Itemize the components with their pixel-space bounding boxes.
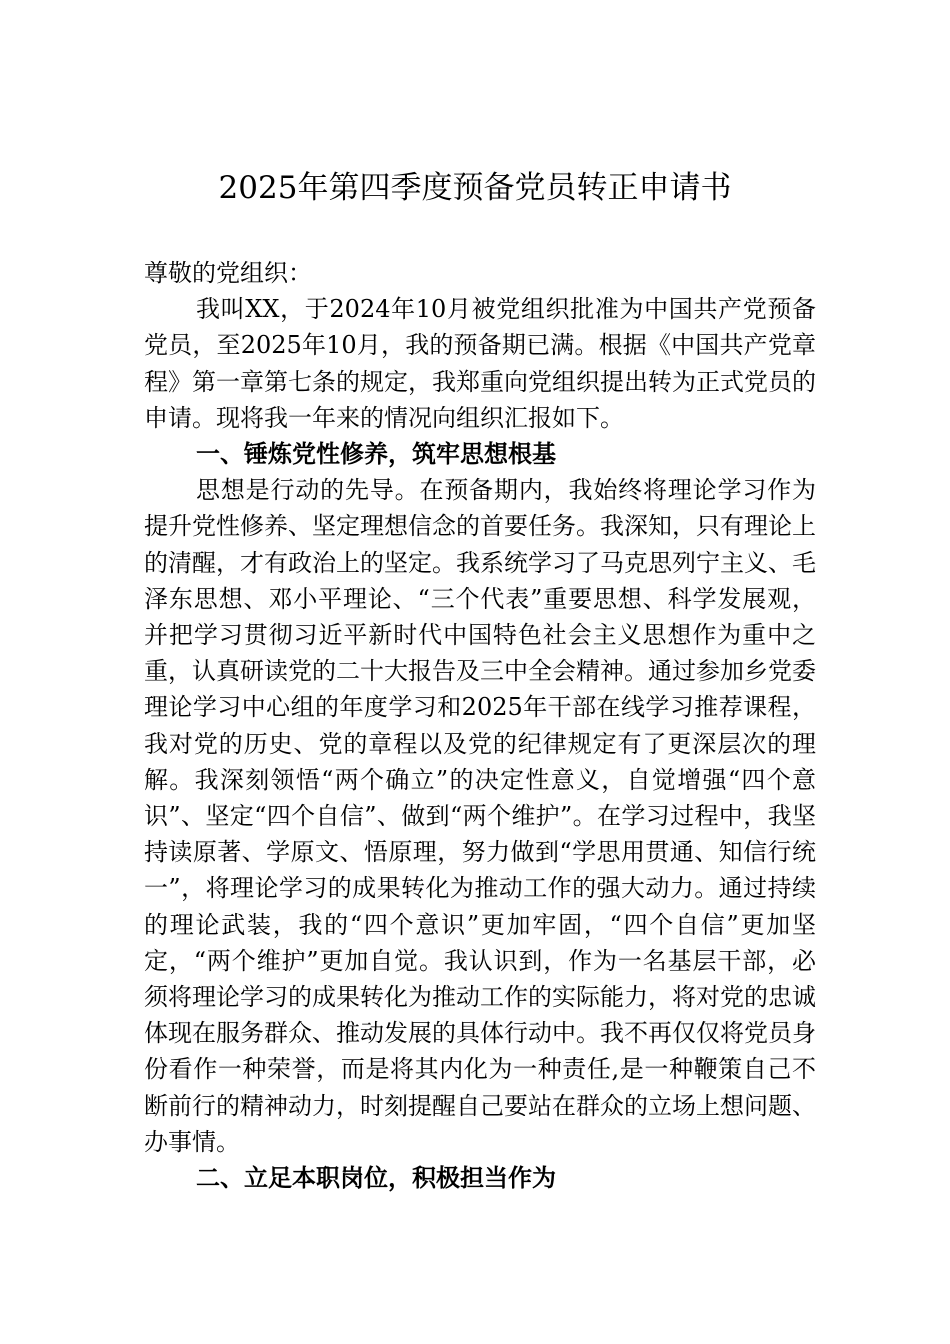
section-1-paragraph: 思想是行动的先导。在预备期内，我始终将理论学习作为提升党性修养、坚定理想信念的首要任务。我深知，只有理论上的清醒，才有政治上的坚定。我系统学习了马克思列宁主义、毛泽东思想、邓小平理论、“三个代表”重要思想、科学发展观，并把学习贯彻习近平新时代中国特色社会主义思想作为重中之重，认真研读党的二十大报告及三中全会精神。通过参加乡党委理论学习中心组的年度学习和2025年干部在线学习推荐课程，我对党的历史、党的章程以及党的纪律规定有了更深层次的理解。我深刻领悟“两个确立”的决定性意义，自觉增强“四个意识”、坚定“四个自信”、做到“两个维护”。在学习过程中，我坚持读原著、学原文、悟原理，努力做到“学思用贯通、知信行统一”，将理论学习的成果转化为推动工作的强大动力。通过持续的理论武装，我的“四个意识”更加牢固，“四个自信”更加坚定，“两个维护”更加自觉。我认识到，作为一名基层干部，必须将理论学习的成果转化为推动工作的实际能力，将对党的忠诚体现在服务群众、推动发展的具体行动中。我不再仅仅将党员身份看作一种荣誉，而是将其内化为一种责任,是一种鞭策自己不断前行的精神动力，时刻提醒自己要站在群众的立场上想问题、办事情。 (144, 476, 816, 1156)
salutation: 尊敬的党组织： (144, 259, 312, 287)
section-heading-1: 一、锤炼党性修养，筑牢思想根基 (196, 440, 556, 469)
intro-paragraph: 我叫XX，于2024年10月被党组织批准为中国共产党预备党员，至2025年10月，我的预备期已满。根据《中国共产党章程》第一章第七条的规定，我郑重向党组织提出转为正式党员的申请。现将我一年来的情况向组织汇报如下。 (144, 295, 816, 432)
section-heading-2: 二、立足本职岗位，积极担当作为 (196, 1164, 556, 1193)
document-title: 2025年第四季度预备党员转正申请书 (218, 170, 732, 206)
document-body (144, 255, 816, 1196)
